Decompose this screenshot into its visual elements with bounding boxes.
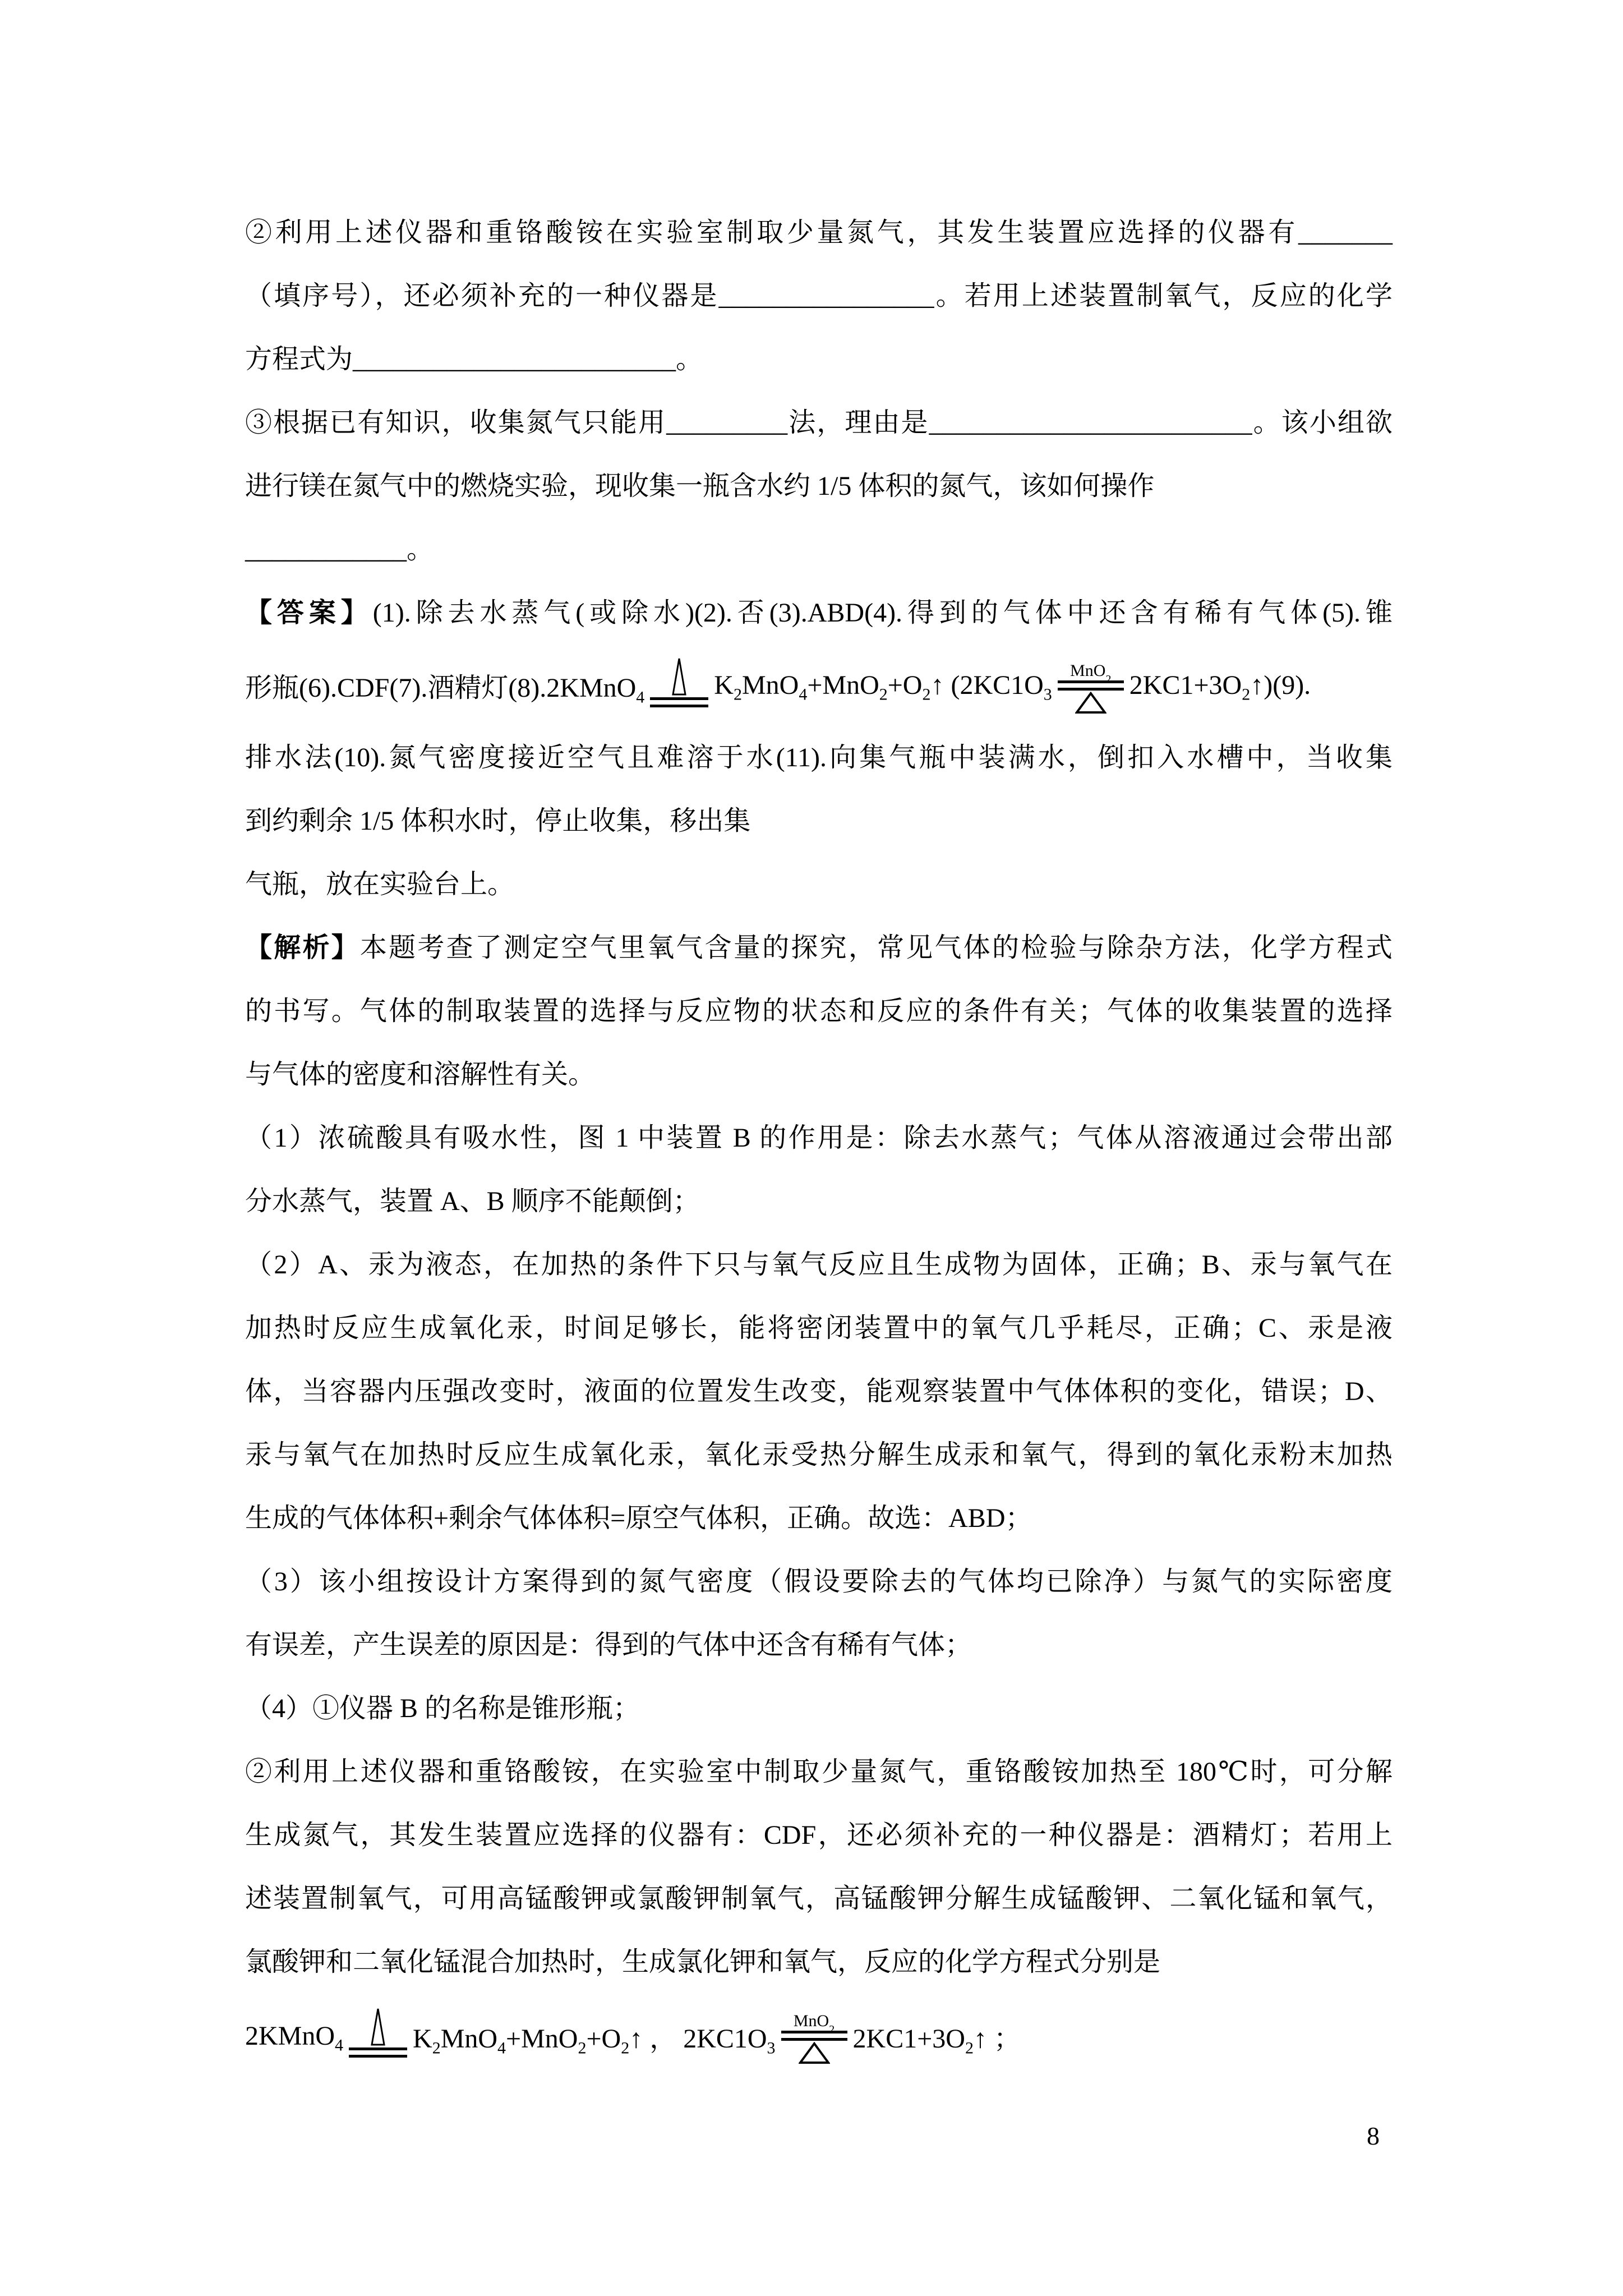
page-number: 8 xyxy=(1367,2122,1380,2150)
catalyst-label: MnO 2 xyxy=(1070,661,1112,685)
analysis-line: 与气体的密度和溶解性有关。 xyxy=(245,1060,596,1089)
question-line: ②利用上述仪器和重铬酸铵在实验室制取少量氮气，其发生装置应选择的仪器有_______ xyxy=(245,218,1393,247)
delta-icon xyxy=(672,657,686,696)
equals-double-line xyxy=(349,2047,407,2058)
reaction-condition-mno2-heat xyxy=(1058,647,1124,724)
analysis-line: ②利用上述仪器和重铬酸铵，在实验室中制取少量氮气，重铬酸铵加热至 180℃时，可分解 xyxy=(245,1757,1393,1787)
analysis-label: 【解析】 xyxy=(245,933,360,963)
question-line: ____________。 xyxy=(245,535,434,564)
analysis-line: 生成的气体体积+剩余气体体积=原空气体积，正确。故选：ABD； xyxy=(245,1503,1032,1533)
analysis-line: 加热时反应生成氧化汞，时间足够长，能将密闭装置中的氧气几乎耗尽，正确；C、汞是液 xyxy=(245,1313,1393,1343)
chem-formula: 2KMnO$_4$ xyxy=(245,2021,344,2055)
analysis-line: （4）①仪器 B 的名称是锥形瓶； xyxy=(245,1694,640,1723)
reaction-condition-heat xyxy=(650,664,708,707)
delta-icon xyxy=(371,2007,385,2046)
chem-formula: $K_2MnO_4+MnO_2+O_2↑$ ， $2KC1O_3$ xyxy=(413,2023,776,2058)
analysis-line: 的书写。气体的制取装置的选择与反应物的状态和反应的条件有关；气体的收集装置的选择 xyxy=(245,996,1393,1026)
analysis-line: 汞与氧气在加热时反应生成氧化汞，氧化汞受热分解生成汞和氧气，得到的氧化汞粉末加热 xyxy=(245,1440,1393,1470)
analysis-line: 分水蒸气，装置 A、B 顺序不能颠倒； xyxy=(245,1186,700,1216)
equals-double-line xyxy=(1058,680,1124,691)
answer-text: (1).除去水蒸气(或除水)(2).否(3).ABD(4).得到的气体中还含有稀有气体(5).锥 xyxy=(372,598,1393,628)
delta-icon xyxy=(1075,692,1106,714)
answer-line: 气瓶，放在实验台上。 xyxy=(245,869,515,899)
analysis-text: 本题考查了测定空气里氧气含量的探究，常见气体的检验与除杂方法，化学方程式 xyxy=(359,933,1393,963)
analysis-line: 生成氮气，其发生装置应选择的仪器有：CDF，还必须补充的一种仪器是：酒精灯；若用上 xyxy=(245,1820,1393,1850)
question-line: 方程式为________________________。 xyxy=(245,344,703,374)
reaction-condition-mno2-heat xyxy=(781,1997,847,2074)
analysis-line: 有误差，产生误差的原因是：得到的气体中还含有稀有气体； xyxy=(245,1630,972,1660)
analysis-line xyxy=(245,916,1393,979)
catalyst-label: MnO 2 xyxy=(793,2012,835,2036)
answer-equation-line xyxy=(245,645,1393,726)
reaction-condition-heat xyxy=(349,2014,407,2058)
analysis-line: 氯酸钾和二氧化锰混合加热时，生成氯化钾和氧气，反应的化学方程式分别是 xyxy=(245,1947,1161,1977)
question-line: ③根据已有知识，收集氮气只能用_________法，理由是________________________。该小组欲 xyxy=(245,408,1393,438)
analysis-line: （1）浓硫酸具有吸水性，图 1 中装置 B 的作用是：除去水蒸气；气体从溶液通过会带出部 xyxy=(245,1123,1393,1153)
answer-line: 排水法(10).氮气密度接近空气且难溶于水(11).向集气瓶中装满水，倒扣入水槽中，当收集 xyxy=(245,743,1393,772)
answer-line xyxy=(245,581,1393,645)
equals-double-line xyxy=(650,697,708,707)
chem-formula: $K_2MnO_4+MnO_2+O_2↑$ ($2KC1O_3$ xyxy=(714,670,1052,704)
analysis-line: 述装置制氧气，可用高锰酸钾或氯酸钾制氧气，高锰酸钾分解生成锰酸钾、二氧化锰和氧气， xyxy=(245,1884,1393,1913)
answer-line: 到约剩余 1/5 体积水时，停止收集，移出集 xyxy=(245,806,751,836)
question-line: 进行镁在氮气中的燃烧实验，现收集一瓶含水约 1/5 体积的氮气，该如何操作 xyxy=(245,471,1155,501)
question-line: （填序号），还必须补充的一种仪器是________________。若用上述装置制氧气，反应的化学 xyxy=(245,281,1393,311)
analysis-line: 体，当容器内压强改变时，液面的位置发生改变，能观察装置中气体体积的变化，错误；D、 xyxy=(245,1377,1393,1406)
chem-formula: $2KC1+3O_2↑)(9)$. xyxy=(1129,670,1311,704)
chem-formula: 形瓶(6).CDF(7).酒精灯(8).2KMnO$_4$ xyxy=(245,673,645,707)
equals-double-line xyxy=(781,2031,847,2041)
analysis-line: （3）该小组按设计方案得到的氮气密度（假设要除去的气体均已除净）与氮气的实际密度 xyxy=(245,1567,1393,1596)
chem-formula: $2KC1+3O_2↑$ ； xyxy=(852,2023,1021,2058)
analysis-line: （2）A、汞为液态，在加热的条件下只与氧气反应且生成物为固体，正确；B、汞与氧气在 xyxy=(245,1250,1393,1280)
analysis-equation-line xyxy=(245,1994,1393,2078)
answer-label: 【答案】 xyxy=(245,598,373,628)
page-body-text xyxy=(245,201,1393,2078)
delta-icon xyxy=(799,2042,830,2064)
